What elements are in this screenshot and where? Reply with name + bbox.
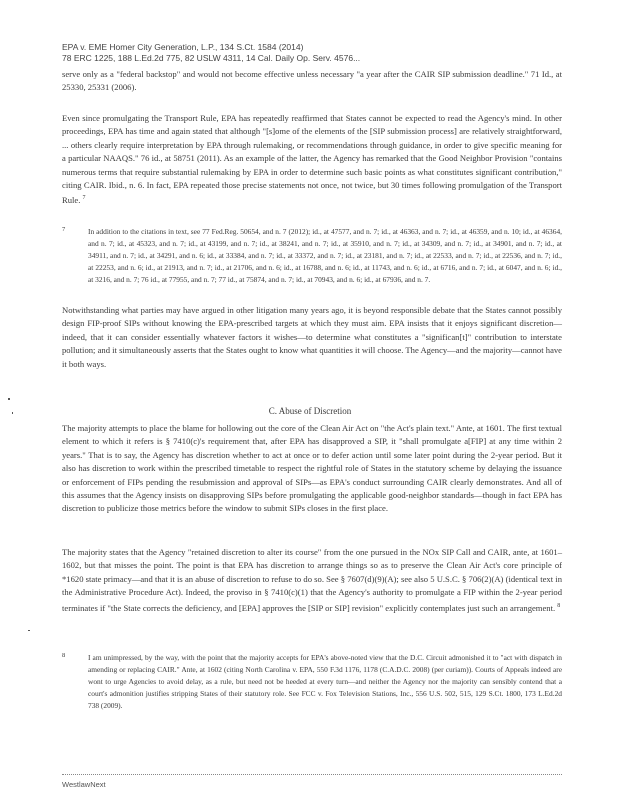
paragraph-text [62, 112, 562, 208]
paragraph-text: The majority attempts to place the blame for hollowing out the core of the Clean Air Act on "the Act's plain text." Ante, at 1601. The first textual element to which it refers is § 7410(c)'s requirement that, after EPA has disapproved a SIP, it "shall promulgate a[FIP] at any time within 2 years." That is to say, the Agency has discretion whether to act at once or to defer action until some later point during the 2-year period. But it also has discretion to work within the prescribed timetable to respect the rightful role of States in the statutory scheme by delaying the issuance or enforcement of FIPs pending the resubmission and approval of SIPs—as EPA's conduct surrounding CAIR clearly demonstrates. And all of this assumes that the Agency insists on disapproving SIPs before promulgating the applicable good-neighbor standards—though in fact EPA has discretion to publicize those metrics before the window to submit SIPs closes in the first place. [62, 423, 562, 514]
scan-speck [28, 630, 30, 631]
footnote-ref-7[interactable]: 7 [82, 195, 86, 202]
paragraph-body: Even since promulgating the Transport Rule, EPA has repeatedly reaffirmed that States cannot be expected to read the Agency's mind. In other proceedings, EPA has time and again stated that although "[s]ome of the elements of the [SIP submission process] are relatively straightforward, ... others clearly require interpretation by EPA through rulemaking, or recommendations through guidance, in order to give specific meaning for a particular NAAQS." 76 id., at 58751 (2011). As an example of the latter, the Agency has remarked that the Good Neighbor Provision "contains numerous terms that require substantial rulemaking by EPA in order to determine such basic points as what constitutes significant contribution," citing CAIR. Ibid., n. 6. In fact, EPA repeated those precise statements not once, not twice, but 30 times following promulgation of the Transport Rule. [62, 113, 562, 206]
paragraph-text [62, 546, 562, 615]
scan-speck [12, 412, 13, 414]
footnote-mark: 8 [62, 652, 66, 659]
footnote-7 [62, 226, 562, 286]
footnote-text: I am unimpressed, by the way, with the point that the majority accepts for EPA's above-noted view that the D.C. Circuit admonished it to "act with dispatch in amending or replacing CAIR." Ante, at 1602 (citing North Carolina v. EPA, 550 F.3d 1176, 1178 (C.A.D.C. 2008) (per curiam)). Courts of Appeals indeed are wont to urge Agencies to avoid delay, as a rule, but need not be heeded at every turn—and neither the Agency nor the majority can sensibly contend that a court's admonition justifies stripping States of their statutory role. See FCC v. Fox Television Stations, Inc., 556 U.S. 502, 515, 129 S.Ct. 1800, 173 L.Ed.2d 738 (2009). [88, 653, 562, 710]
footnote-ref-8[interactable]: 8 [557, 602, 561, 609]
paragraph-transport-rule [62, 112, 562, 208]
footnote-mark: 7 [62, 226, 66, 233]
paragraph-majority-blame [62, 422, 562, 516]
paragraph-backstop [62, 68, 562, 95]
paragraph-text: serve only as a "federal backstop" and would not become effective unless necessary "a year after the CAIR SIP submission deadline." 71 Id., at 25330, 25331 (2006). [62, 69, 562, 93]
citation-line-1: EPA v. EME Homer City Generation, L.P., 134 S.Ct. 1584 (2014) [62, 42, 304, 52]
paragraph-retained-discretion [62, 546, 562, 615]
scan-speck [8, 398, 10, 400]
section-heading: C. Abuse of Discretion [268, 406, 352, 416]
footer-divider [62, 774, 562, 776]
paragraph-fip-proof [62, 304, 562, 371]
citation-line-2: 78 ERC 1225, 188 L.Ed.2d 775, 82 USLW 4311, 14 Cal. Daily Op. Serv. 4576... [62, 53, 361, 63]
footnote-8 [62, 652, 562, 712]
citation-header [62, 42, 562, 64]
paragraph-text: Notwithstanding what parties may have argued in other litigation many years ago, it is beyond responsible debate that the States cannot possibly design FIP-proof SIPs without knowing the EPA-prescribed targets at which they must aim. EPA insists that it enjoys significant discretion—indeed, that it can consider essentially whatever factors it wishes—to determine what constitutes a "significan[t]" contribution to interstate pollution; and it simultaneously asserts that the States ought to know what quantities it will choose. The Agency—and the majority—cannot have it both ways. [62, 305, 562, 369]
footer-label: WestlawNext [62, 780, 106, 789]
footnote-text: In addition to the citations in text, see 77 Fed.Reg. 50654, and n. 7 (2012); id., at 47577, and n. 7; id., at 46363, and n. 7; id., at 46359, and n. 10; id., at 46364, and n. 7; id., at 45323, and n. 7; id., at 43199, and n. 7; id., at 38241, and n. 7; id., at 35910, and n. 7; id., at 34309, and n. 7; id., at 34901, and n. 7; id., at 34911, and n. 7; id., at 34291, and n. 6; id., at 33384, and n. 7; id., at 33372, and n. 7; id., at 23181, and n. 7; id., at 22533, and n. 7; id., at 22536, and n. 7; id., at 22253, and n. 6; id., at 21913, and n. 7; id., at 21706, and n. 6; id., at 16788, and n. 6; id., at 11743, and n. 6; id., at 6716, and n. 7; id., at 6047, and n. 6; id., at 3216, and n. 7; 76 id., at 77955, and n. 7; 77 id., at 75874, and n. 7; id., at 70943, and n. 6; id., at 67936, and n. 7. [88, 227, 562, 284]
paragraph-body: The majority states that the Agency "retained discretion to alter its course" from the one pursued in the NOx SIP Call and CAIR, ante, at 1601–1602, but that misses the point. The point is that EPA has discretion to arrange things so as to preserve the Clean Air Act's core principle of *1620 state primacy—and that it is an abuse of discretion to refuse to do so. See § 7607(d)(9)(A); see also 5 U.S.C. § 706(2)(A) (identical text in the Administrative Procedure Act). Indeed, the proviso in § 7410(c)(1) that the Agency's authority to promulgate a FIP within the 2-year period terminates if "the State corrects the deficiency, and [EPA] approves the [SIP or SIP] revision" explicitly contemplates just such an arrangement. [62, 547, 562, 613]
